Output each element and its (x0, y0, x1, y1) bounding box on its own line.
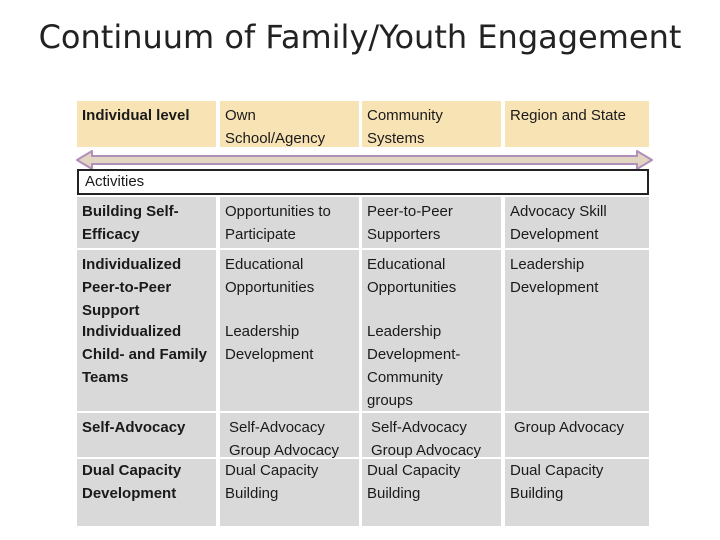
cell-peer-to-peer-supporters: Peer-to-Peer Supporters (362, 197, 501, 248)
cell-opportunities-to-participate: Opportunities to Participate (220, 197, 359, 248)
header-community-systems: Community Systems (362, 101, 501, 147)
slide-title: Continuum of Family/Youth Engagement (38, 18, 682, 56)
cell-advocacy-skill-development: Advocacy Skill Development (505, 197, 649, 248)
header-own-school-agency: Own School/Agency (220, 101, 359, 147)
cell-dual-capacity-community: Dual Capacity Building (362, 459, 501, 526)
cell-leadership-development-school: Leadership Development (220, 320, 359, 411)
cell-child-family-teams: Individualized Child- and Family Teams (77, 320, 216, 411)
cell-individualized-peer-support: Individualized Peer-to-Peer Support (77, 250, 216, 320)
cell-self-group-advocacy-community: Self-Advocacy Group Advocacy (362, 413, 501, 457)
cell-building-self-efficacy: Building Self-Efficacy (77, 197, 216, 248)
cell-empty-region (505, 320, 649, 411)
cell-dual-capacity-development: Dual Capacity Development (77, 459, 216, 526)
cell-group-advocacy-region: Group Advocacy (505, 413, 649, 457)
activities-label: Activities (77, 169, 649, 195)
cell-educational-opportunities-community: Educational Opportunities (362, 250, 501, 320)
header-region-and-state: Region and State (505, 101, 649, 147)
cell-dual-capacity-school: Dual Capacity Building (220, 459, 359, 526)
cell-educational-opportunities-school: Educational Opportunities (220, 250, 359, 320)
cell-leadership-development-region: Leadership Development (505, 250, 649, 320)
header-individual-level: Individual level (77, 101, 216, 147)
cell-self-group-advocacy-school: Self-Advocacy Group Advocacy (220, 413, 359, 457)
cell-leadership-community-groups: Leadership Development-Community groups (362, 320, 501, 411)
cell-self-advocacy: Self-Advocacy (77, 413, 216, 457)
cell-dual-capacity-region: Dual Capacity Building (505, 459, 649, 526)
